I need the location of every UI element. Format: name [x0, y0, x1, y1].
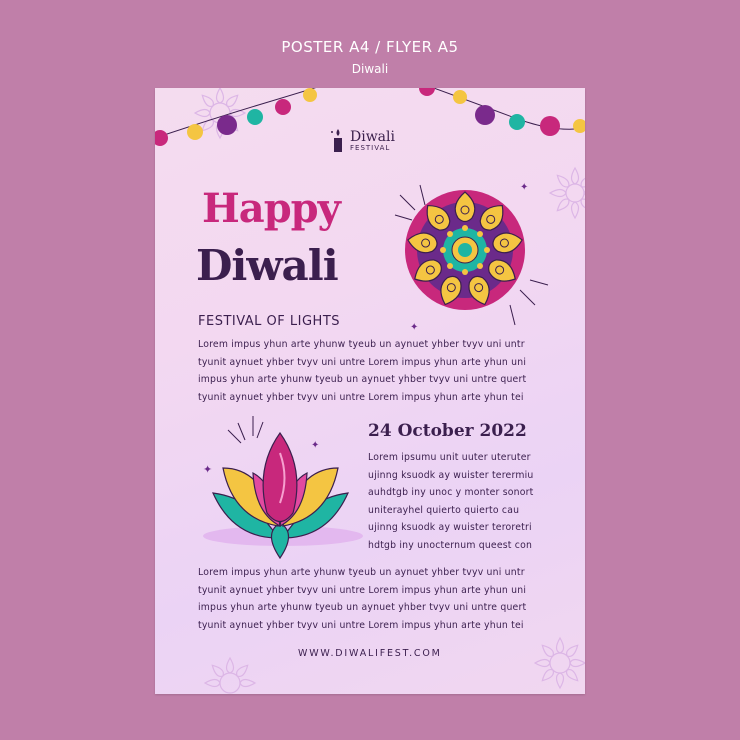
paragraph-line: ujinng ksuodk ay wuister terermiu [368, 469, 534, 481]
paragraph-line: auhdtgb iny unoc y monter sonort [368, 487, 534, 498]
paragraph-line: Lorem impus yhun arte yhunw tyeub un aynuet yhber tvyv uni untr [198, 339, 525, 350]
rangoli-mandala-icon [380, 170, 550, 330]
paragraph-line: Lorem ipsumu unit uuter uteruter [368, 452, 531, 463]
mandala-outline-icon [185, 633, 275, 694]
paragraph-line: Lorem impus yhun arte yhunw tyeub un aynuet yhber tvyv uni untr [198, 567, 525, 578]
page-header-title: POSTER A4 / FLYER A5 [281, 38, 459, 56]
svg-text:✦: ✦ [410, 322, 419, 330]
paragraph-line: tyunit aynuet yhber tvyv uni untre Lorem impus yhun arte yhun uni [198, 584, 527, 596]
website-url[interactable]: WWW.DIWALIFEST.COM [298, 648, 442, 659]
paragraph-line: impus yhun arte yhunw tyeub un aynuet yhber tvyv uni untre quert [198, 374, 527, 385]
svg-text:✦: ✦ [311, 440, 320, 451]
intro-paragraph [198, 336, 526, 406]
headline-diwali: Diwali [196, 241, 338, 290]
event-date: 24 October 2022 [368, 421, 527, 441]
logo-tagline: FESTIVAL [350, 144, 391, 152]
lotus-flower-icon [193, 408, 363, 563]
paragraph-line: hdtgb iny unocternum queest con [368, 539, 533, 551]
paragraph-line: ujinng ksuodk ay wuister teroretri [368, 522, 532, 533]
festival-logo [330, 128, 395, 154]
paragraph-line: uniterayhel quierto quierto cau [368, 504, 520, 516]
candle-icon [330, 128, 346, 154]
subheading: FESTIVAL OF LIGHTS [198, 314, 341, 329]
paragraph-line: tyunit aynuet yhber tvyv uni untre Lorem impus yhun arte yhun tei [198, 619, 524, 631]
paragraph-line: tyunit aynuet yhber tvyv uni untre Lorem impus yhun arte yhun uni [198, 356, 527, 368]
paragraph-line: tyunit aynuet yhber tvyv uni untre Lorem impus yhun arte yhun tei [198, 391, 524, 403]
svg-text:✦: ✦ [203, 463, 213, 476]
closing-paragraph [198, 564, 526, 634]
page-header-subtitle: Diwali [351, 62, 389, 76]
headline-happy: Happy [202, 185, 340, 232]
paragraph-line: impus yhun arte yhunw tyeub un aynuet yhber tvyv uni untre quert [198, 602, 527, 613]
logo-name: Diwali [350, 129, 395, 145]
svg-text:✦: ✦ [520, 182, 529, 193]
poster [155, 88, 585, 694]
event-description [368, 449, 533, 554]
